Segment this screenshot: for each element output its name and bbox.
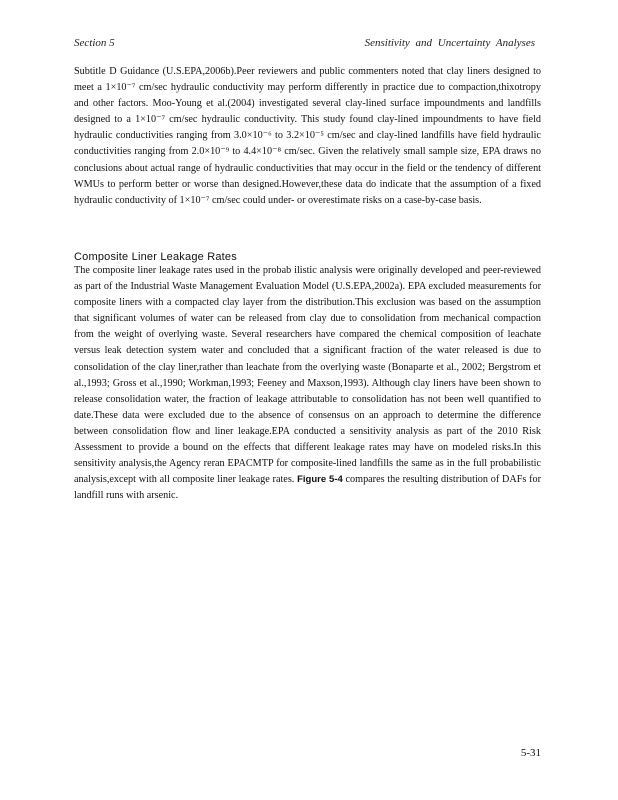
paragraph-text: compares the resulting distribution of DAFs for landfill runs with arsenic. [74,474,542,502]
body-paragraph [74,263,541,504]
figure-reference: Figure 5-4 [297,474,343,486]
section-heading: Composite Liner Leakage Rates [74,251,237,263]
paragraph-text: The composite liner leakage rates used in the probab ilistic analysis were originally developed and peer-reviewed as part of the Industrial Waste Management Evaluation Model (U.S.EPA,2002a). EPA excluded measurements for composite liners with a compacted clay layer from the distribution.This exclusion was based on the assumption that significant volumes of water can be released from clay due to consolidation from mechanical compaction from the weight of overlying waste. Several researchers have compared the chemical composition of leachate versus leak detection system water and concluded that a significant fraction of the water released is due to consolidation of the clay liner,rather than leachate from the overlying waste (Bonaparte et al., 2002; Bergstrom et al.,1993; Gross et al.,1990; Workman,1993; Feeney and Maxson,1993). Although clay liners have been shown to release consolidation water, the fraction of leakage attributable to consolidation has not been well quantified to date.These data were excluded due to the absence of consensus on an approach to determine the difference between consolidation flow and liner leakage.EPA conducted a sensitivity analysis as part of the 2010 Risk Assessment to provide a bound on the effects that different leakage rates may have on modeled risks.In this sensitivity analysis,the Agency reran EPACMTP for composite-lined landfills the same as in the full probabilistic analysis,except with all composite liner leakage rates. [74,265,541,486]
page-number: 5-31 [520,747,541,759]
chapter-title-header: Sensitivity and Uncertainty Analyses [364,37,535,49]
body-paragraph: Subtitle D Guidance (U.S.EPA,2006b).Peer reviewers and public commenters noted that clay liners designed to meet a 1×10⁻⁷ cm/sec hydraulic conductivity may perform differently in practice due to compaction,thixotropy and other factors. Moo-Young et al.(2004) investigated several clay-lined surface impoundments and landfills designed to a 1×10⁻⁷ cm/sec hydraulic conductivity. This study found clay-lined impoundments to have field hydraulic conductivities ranging from 3.0×10⁻⁶ to 3.2×10⁻⁵ cm/sec and clay-lined landfills have field hydraulic conductivities ranging from 2.0×10⁻⁹ to 4.4×10⁻⁸ cm/sec. Given the relatively small sample size, EPA draws no conclusions about actual range of hydraulic conductivities that may occur in the field or the tendency of different WMUs to perform better or worse than designed.However,these data do indicate that the assumption of a fixed hydraulic conductivity of 1×10⁻⁷ cm/sec could under- or overestimate risks on a case-by-case basis. [74,66,541,206]
section-header: Section 5 [74,37,115,49]
